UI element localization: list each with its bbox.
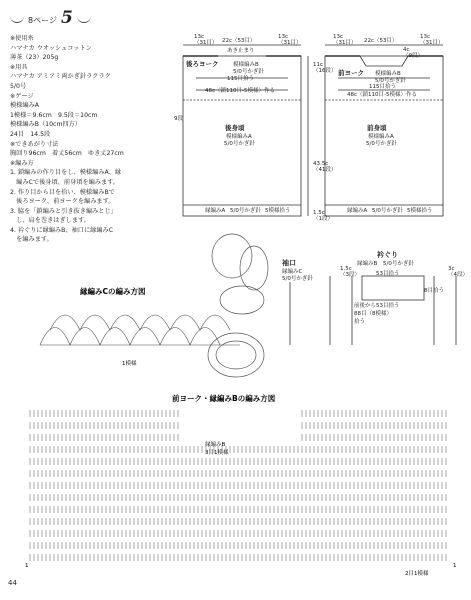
chart-b-stitch-grid [30,410,446,561]
sleeve-pattern: 縁編みC [282,269,303,275]
sleeve-title: 袖口 [282,259,296,267]
front-yoke-width: 115目拾う [369,84,396,90]
back-yoke-hook: 5/0号かぎ針 [233,69,264,75]
instruction-line: 2. 作り目から目を拾い、模様編みBで [10,188,115,196]
chart-b-row-left: 1 [25,563,29,569]
instruction-line: ハマナカ アミアミ両かぎ針ラクラク [10,73,111,81]
front-yoke-pattern: 模様編みB [375,71,401,77]
chart-b-bottom: 2目1模様 [405,571,429,577]
instruction-line: ※用具 [10,63,28,71]
back-edge-pick: 5模様拾う [265,208,291,214]
front-body-title: 前身頃 [367,124,387,132]
back-top-mid-dim: 22c（53目） [222,38,256,44]
pattern-number: 5 [60,8,73,28]
neckline-left-dim: 1.5c （3段） [340,266,360,278]
front-top-right-dim: 13c （31目） [420,34,444,46]
back-edge-pattern: 縁編みA [205,208,226,214]
back-yoke-width: 115目拾う [227,76,254,82]
instruction-line: ※使用糸 [10,35,34,42]
neckline-rows: 8目拾う [424,288,444,294]
front-neck-notch: 4c （9段） [403,47,423,59]
front-yoke-title: 前ヨーク [338,69,364,77]
back-top-left-dim: 13c （31目） [194,34,218,46]
sleeve-hook: 5/0号かぎ針 [282,276,313,282]
front-side-bottom: 1.5c （1段） [313,210,333,222]
front-top-mid-dim: 22c（53目） [364,38,398,44]
neckline-note3: 拾う [354,319,366,325]
instruction-line: 模様編みB（10cm四方） [10,121,82,129]
neckline-pattern: 縁編みB [357,261,378,267]
front-edge-hook: 5/0号かぎ針 [372,208,403,214]
neckline-pick1: 53目拾う [376,271,400,277]
chart-b-row-right: 1 [453,563,457,569]
chart-b-rows: 3目1模様 [205,450,229,456]
instruction-line: ハマナカ ウオッシュコットン [10,44,92,52]
front-edge-pick: 5模様拾う [407,208,433,214]
chart-c-stitches [40,315,240,345]
back-open-stop: あき止まり [227,48,255,54]
front-side-body: 43.5c （41段） [313,161,337,173]
instruction-line: ※編み方 [10,159,34,167]
chart-b-title: 前ヨーク・縁編みBの編み方図 [172,394,276,403]
instruction-line: ※ゲージ [10,92,34,100]
instruction-line: 模様編みA [10,102,39,110]
back-body-width: 48c（鎖110目-5模様）作る [205,88,276,94]
back-top-right-dim: 13c （31目） [278,34,302,46]
instruction-line: を編みます。 [10,236,53,244]
instruction-line: ※できあがり寸法 [10,140,59,148]
neckline-note2: 88目（8模様） [354,311,392,317]
back-edge-hook: 5/0号かぎ針 [230,208,261,214]
front-body-pattern: 模様編みA [368,134,394,140]
front-top-left-dim: 13c （31目） [333,34,357,46]
front-edge-pattern: 縁編みA [347,208,368,214]
chart-c-title: 縁編みCの編み方図 [80,287,146,296]
neckline-hook: 5/0号かぎ針 [383,261,414,267]
back-yoke-pattern: 模様編みB [233,62,259,68]
neckline-note1: 前後から [354,303,377,309]
back-body-title: 後身頃 [225,124,245,132]
instruction-line: 編みCで後身頃、前身頃を編みます。 [10,178,120,186]
page-prefix: 8ページ [28,16,57,25]
instruction-line: 胸回り96cm 着丈56cm ゆき丈27cm [10,150,124,158]
back-left-rows: 9段 [174,116,183,122]
front-body-hook: 5/0号かぎ針 [366,141,397,147]
instruction-line: し、肩を巻きはぎします。 [10,217,90,225]
instruction-line: 5/0号 [10,82,27,90]
front-body-width: 48c（鎖110目-5模様）作る [347,92,418,98]
neckline-title: 衿ぐり [377,251,398,259]
instruction-line: 1模様＝9.6cm 9.5段＝10cm [10,111,98,119]
instruction-line: 4. 衿ぐりに縁編みB、袖口に縁編みC [10,226,114,234]
instruction-line: 3. 脇を「鎖編みと引き抜き編みとじ」 [10,207,117,215]
neckline-right-dim: 3c （4段） [448,266,468,278]
instruction-line: 1. 鎖編みの作り目をし、模様編みA、縁 [10,169,122,177]
chart-b-pattern: 縁編みB [205,442,226,448]
front-yoke-hook: 5/0号かぎ針 [375,78,406,84]
back-body-hook: 5/0号かぎ針 [224,141,255,147]
back-body-pattern: 模様編みA [226,134,252,140]
front-side-top: 11c （16段） [313,62,337,74]
neckline-pick2: 53目拾う [376,303,400,309]
instruction-line: 薄茶（23）205g [10,54,59,62]
instruction-line: 後ろヨーク、前ヨークを編みます。 [10,198,115,206]
back-yoke-title: 後ろヨーク [186,60,219,68]
chart-c-repeat: 1模様 [122,361,137,367]
page-number: 44 [8,579,17,587]
instruction-line: 24目 14.5段 [10,130,51,138]
cactus-illustration-icon [208,234,268,377]
